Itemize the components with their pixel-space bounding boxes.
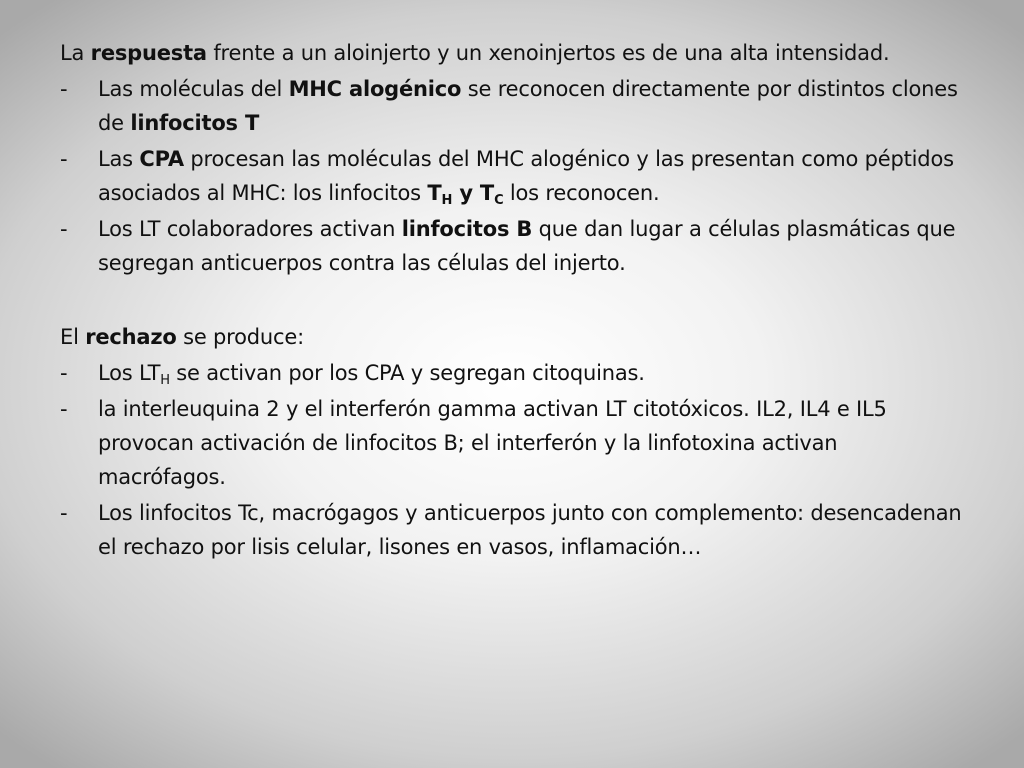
dash-marker: - <box>60 77 68 101</box>
bold-term: CPA <box>139 147 184 171</box>
text: El <box>60 325 86 349</box>
text: que dan lugar a células plasmáticas que segregan anticuerpos contra las células del injerto. <box>98 217 956 275</box>
dash-marker: - <box>60 361 68 385</box>
bullet-linfocitos-tc <box>60 496 970 564</box>
bold-term: rechazo <box>85 325 177 349</box>
text: Las moléculas del <box>98 77 289 101</box>
text: Los LT <box>98 361 161 385</box>
bold-term: linfocitos B <box>401 217 533 241</box>
dash-marker: - <box>60 501 68 525</box>
subscript: C <box>494 193 504 208</box>
text: frente a un aloinjerto y un xenoinjertos es de una alta intensidad. <box>206 41 890 65</box>
bold-term-text: T <box>427 181 442 205</box>
bold-term <box>427 181 504 208</box>
intro-paragraph-respuesta <box>60 36 970 70</box>
dash-marker: - <box>60 147 68 171</box>
bullet-lt-colaboradores <box>60 212 970 280</box>
text: se produce: <box>176 325 304 349</box>
dash-marker: - <box>60 397 68 421</box>
text: Las <box>98 147 140 171</box>
bold-term-text: y T <box>452 181 495 205</box>
text: se activan por los CPA y segregan citoquinas. <box>169 361 645 385</box>
subscript: H <box>441 193 453 208</box>
text: los reconocen. <box>503 181 660 205</box>
slide-body <box>60 36 970 566</box>
bold-term: respuesta <box>90 41 207 65</box>
bullet-mhc-alogenico <box>60 72 970 140</box>
text: Los LT colaboradores activan <box>98 217 402 241</box>
text: La <box>60 41 91 65</box>
text: procesan las moléculas del MHC alogénico y las presentan como péptidos asociados al MHC: los linfocitos <box>98 147 954 205</box>
bold-term: linfocitos T <box>130 111 260 135</box>
text: la interleuquina 2 y el interferón gamma activan LT citotóxicos. IL2, IL4 e IL5 provocan activación de linfocitos B; el interferón y la linfotoxina activan macrófagos. <box>98 397 887 489</box>
bullet-cpa <box>60 142 970 210</box>
subscript: H <box>160 373 170 388</box>
bullet-lth-activan <box>60 356 970 390</box>
section-spacer <box>60 282 970 320</box>
text: se reconocen directamente por distintos clones de <box>98 77 958 135</box>
dash-marker: - <box>60 217 68 241</box>
bold-term: MHC alogénico <box>288 77 462 101</box>
text: Los linfocitos Tc, macrógagos y anticuerpos junto con complemento: desencadenan el rechazo por lisis celular, lisones en vasos, inflamación… <box>98 501 962 559</box>
intro-paragraph-rechazo <box>60 320 970 354</box>
bullet-interleuquina <box>60 392 970 494</box>
